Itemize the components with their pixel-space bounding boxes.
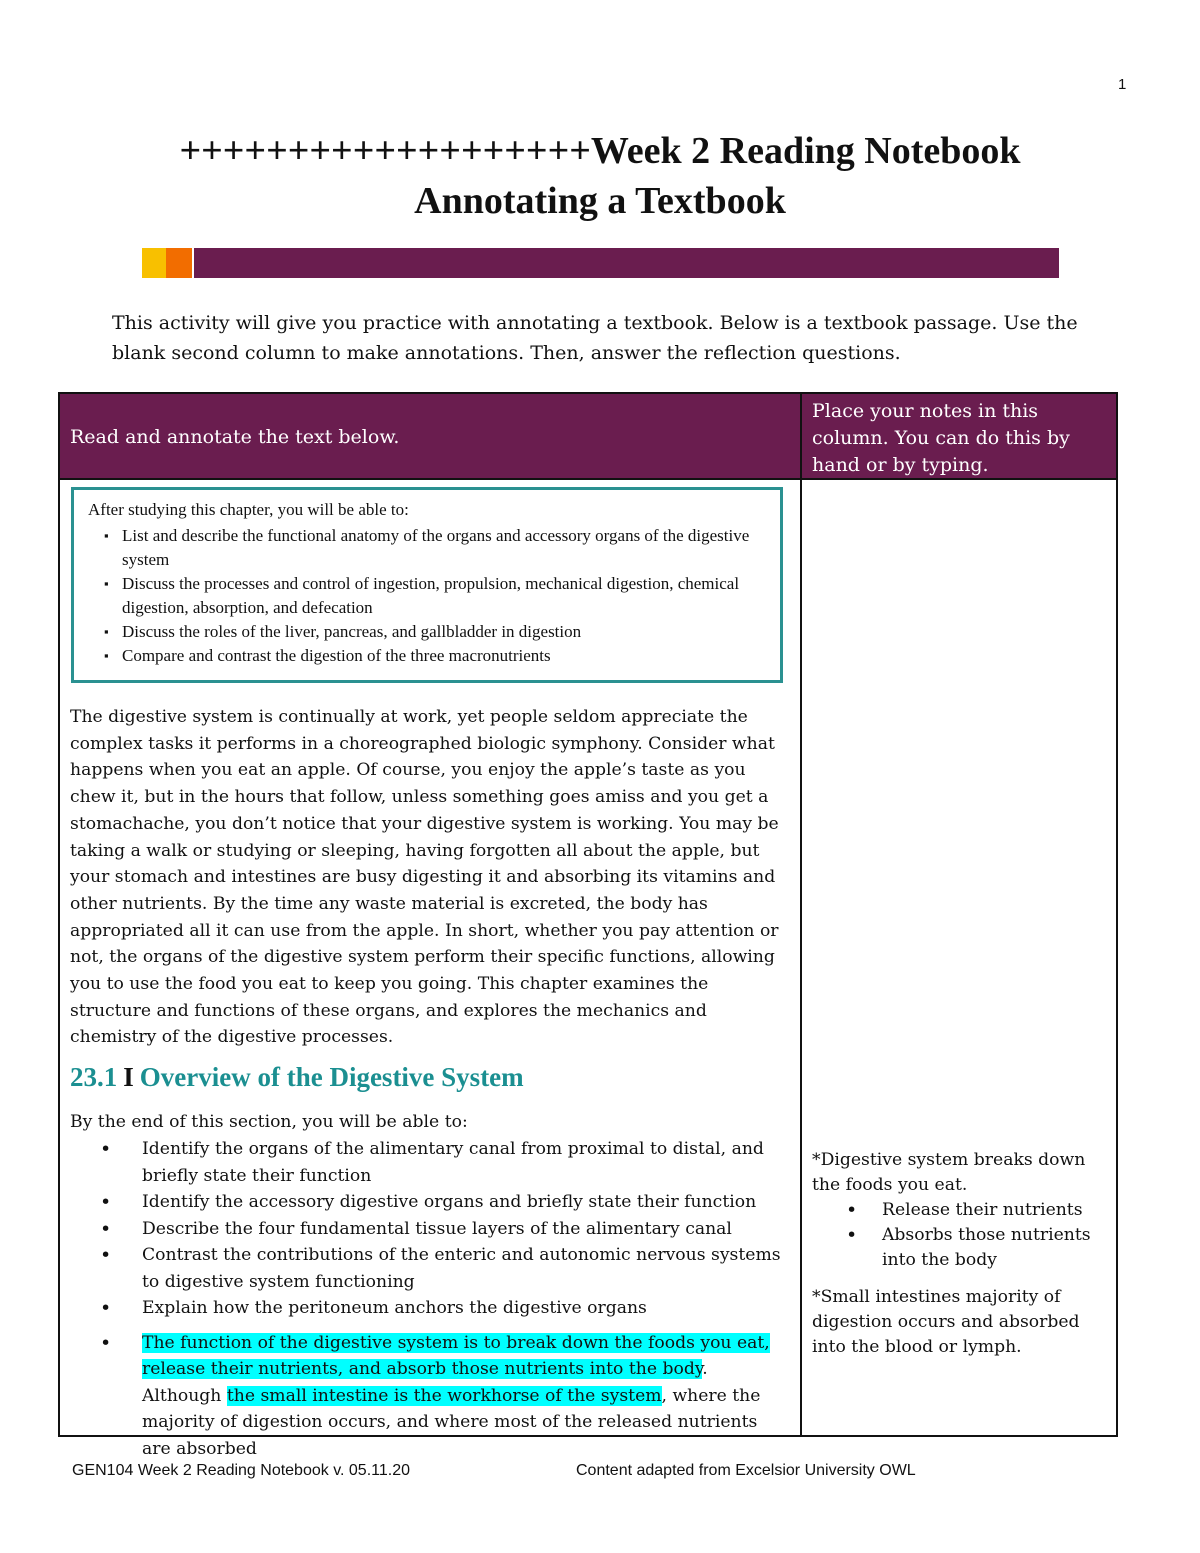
title-line-2: Annotating a Textbook	[414, 180, 786, 222]
note-1-list	[812, 1198, 1102, 1273]
section-number: 23.1	[70, 1062, 118, 1092]
by-end-text: By the end of this section, you will be able to:	[70, 1112, 468, 1132]
page-number: 1	[1118, 76, 1127, 93]
list-item: • Absorbs those nutrients into the body	[812, 1223, 1102, 1273]
intro-text: This activity will give you practice with annotating a textbook. Below is a textbook passage. Use the blank second column to make annotations. Then, answer the reflection questions.	[112, 312, 1078, 364]
section-heading	[70, 1062, 524, 1093]
text-2: , where the majority of digestion occurs, and where most of the released nutrients are absorbed	[142, 1385, 761, 1459]
list-item: ▪ List and describe the functional anatomy of the organs and accessory organs of the digestive system	[104, 524, 764, 572]
title-line-1: +++++++++++++++++++Week 2 Reading Notebook	[179, 130, 1021, 172]
list-item: • Describe the four fundamental tissue layers of the alimentary canal	[100, 1216, 790, 1243]
intro-paragraph: The digestive system is continually at work, yet people seldom appreciate the complex tasks it performs in a choreographed biologic symphony. Consider what happens when you eat an apple. Of course, you enjoy the apple’s taste as you chew it, but in the hours that follow, unless something goes amiss and you get a stomachache, you don’t notice that your digestive system is working. You may be taking a walk or studying or sleeping, having forgotten all about the apple, but your stomach and intestines are busy digesting it and absorbing its vitamins and other nutrients. By the time any waste material is excreted, the body has appropriated all it can use from the apple. In short, whether you pay attention or not, the organs of the digestive system perform their specific functions, allowing you to use the food you eat to keep you going. This chapter examines the structure and functions of these organs, and explores the mechanics and chemistry of the digestive processes.	[70, 707, 779, 1048]
footer-left: GEN104 Week 2 Reading Notebook v. 05.11.20	[72, 1462, 410, 1479]
footer-right: Content adapted from Excelsior University OWL	[576, 1462, 916, 1479]
header-right: Place your notes in this column. You can do this by hand or by typing.	[812, 400, 1070, 476]
list-item: • Identify the organs of the alimentary canal from proximal to distal, and briefly state their function	[100, 1136, 790, 1189]
notes-column[interactable]	[812, 1148, 1102, 1360]
highlighted-list-item	[100, 1330, 790, 1463]
list-item: ▪ Discuss the processes and control of ingestion, propulsion, mechanical digestion, chemical digestion, absorption, and defecation	[104, 572, 764, 620]
annotation-table	[58, 392, 1118, 1459]
note-1: *Digestive system breaks down the foods you eat.	[812, 1150, 1086, 1195]
column-divider	[800, 394, 802, 1435]
chapter-objectives-box	[71, 487, 783, 683]
list-item: • Explain how the peritoneum anchors the digestive organs	[100, 1295, 790, 1322]
header-left: Read and annotate the text below.	[70, 426, 400, 448]
highlight-1: The function of the digestive system is to break down the foods you eat, release their nutrients, and absorb those nutrients into the body	[142, 1332, 770, 1379]
objectives-box-list	[104, 524, 764, 668]
bar-purple-block	[194, 248, 1059, 278]
text-1: . Although	[142, 1359, 708, 1406]
highlight-2: the small intestine is the workhorse of the system	[226, 1385, 662, 1406]
table-header	[60, 394, 1116, 480]
list-item: • Identify the accessory digestive organs and briefly state their function	[100, 1189, 790, 1216]
section-objectives-list	[100, 1136, 790, 1462]
section-glyph: I	[123, 1062, 134, 1092]
list-item: ▪ Discuss the roles of the liver, pancreas, and gallbladder in digestion	[104, 620, 764, 644]
bar-yellow-block	[142, 248, 166, 278]
list-item: • Contrast the contributions of the enteric and autonomic nervous systems to digestive system functioning	[100, 1242, 790, 1295]
note-2: *Small intestines majority of digestion occurs and absorbed into the blood or lymph.	[812, 1287, 1080, 1357]
list-item: ▪ Compare and contrast the digestion of the three macronutrients	[104, 644, 764, 668]
section-title: Overview of the Digestive System	[139, 1062, 524, 1092]
objectives-lead: After studying this chapter, you will be able to:	[88, 500, 409, 519]
page-title	[0, 126, 1200, 226]
list-item: • Release their nutrients	[812, 1198, 1102, 1223]
bar-orange-block	[166, 248, 192, 278]
